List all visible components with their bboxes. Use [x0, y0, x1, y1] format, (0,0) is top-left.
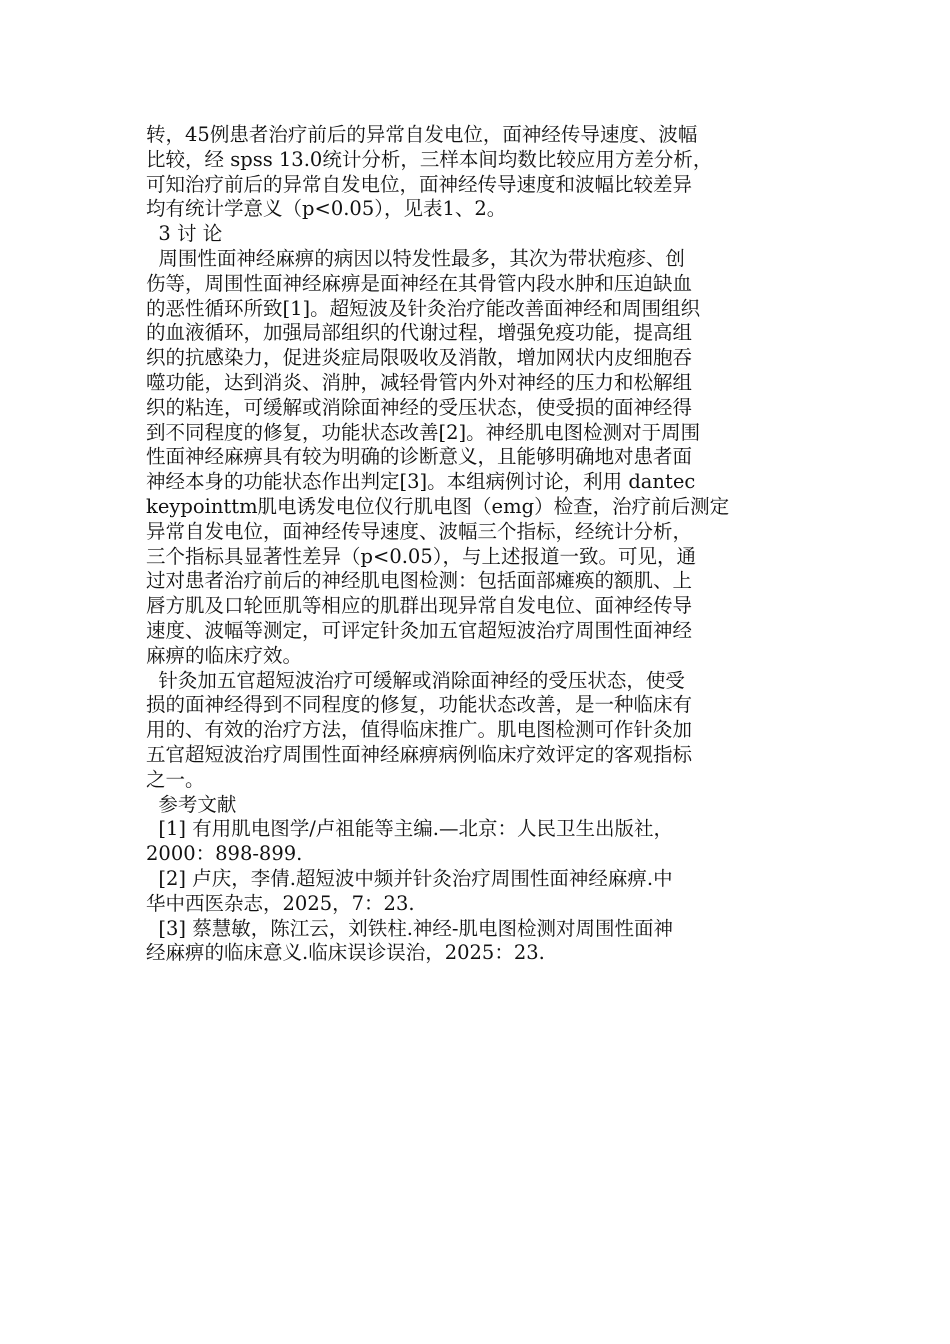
- text-line: 损的面神经得到不同程度的修复，功能状态改善，是一种临床有: [146, 693, 693, 717]
- document-page: [146, 123, 786, 966]
- text-line: 的恶性循环所致[1]。超短波及针灸治疗能改善面神经和周围组织: [146, 296, 701, 320]
- section-heading: 3 讨 论: [146, 222, 223, 246]
- reference-line: 华中西医杂志，2025，7：23.: [146, 891, 415, 915]
- text-line: 五官超短波治疗周围性面神经麻痹病例临床疗效评定的客观指标: [146, 742, 693, 766]
- text-line: 均有统计学意义（p<0.05），见表1、2。: [146, 197, 507, 221]
- text-line: 速度、波幅等测定，可评定针灸加五官超短波治疗周围性面神经: [146, 618, 693, 642]
- text-line: 异常自发电位，面神经传导速度、波幅三个指标，经统计分析，: [146, 519, 693, 543]
- text-line: 到不同程度的修复，功能状态改善[2]。神经肌电图检测对于周围: [146, 420, 701, 444]
- text-line: 周围性面神经麻痹的病因以特发性最多，其次为带状疱疹、创: [146, 246, 685, 270]
- text-line: keypointtm肌电诱发电位仪行肌电图（emg）检查，治疗前后测定: [146, 494, 730, 518]
- text-line: 用的、有效的治疗方法，值得临床推广。肌电图检测可作针灸加: [146, 718, 693, 742]
- text-line: 比较，经 spss 13.0统计分析，三样本间均数比较应用方差分析，: [146, 147, 713, 171]
- text-line: 三个指标具显著性差异（p<0.05），与上述报道一致。可见，通: [146, 544, 696, 568]
- text-line: 的血液循环，加强局部组织的代谢过程，增强免疫功能，提高组: [146, 321, 693, 345]
- text-line: 织的抗感染力，促进炎症局限吸收及消散，增加网状内皮细胞吞: [146, 346, 693, 370]
- text-line: 神经本身的功能状态作出判定[3]。本组病例讨论，利用 dantec: [146, 470, 696, 494]
- reference-line: [1] 有用肌电图学/卢祖能等主编.—北京：人民卫生出版社，: [146, 817, 673, 841]
- text-line: 性面神经麻痹具有较为明确的诊断意义，且能够明确地对患者面: [146, 445, 693, 469]
- text-line: 转，45例患者治疗前后的异常自发电位，面神经传导速度、波幅: [146, 123, 698, 146]
- reference-line: 经麻痹的临床意义.临床误诊误治，2025：23.: [146, 941, 545, 965]
- reference-line: 2000：898-899.: [146, 842, 303, 866]
- text-line: 针灸加五官超短波治疗可缓解或消除面神经的受压状态，使受: [146, 668, 685, 692]
- text-line: 过对患者治疗前后的神经肌电图检测：包括面部瘫痪的额肌、上: [146, 569, 693, 593]
- references-heading: 参考文献: [146, 792, 237, 816]
- reference-line: [2] 卢庆，李倩.超短波中频并针灸治疗周围性面神经麻痹.中: [146, 866, 673, 890]
- text-line: 织的粘连，可缓解或消除面神经的受压状态，使受损的面神经得: [146, 395, 693, 419]
- text-line: 之一。: [146, 767, 205, 791]
- text-line: 麻痹的临床疗效。: [146, 643, 303, 667]
- text-line: 噬功能，达到消炎、消肿，减轻骨管内外对神经的压力和松解组: [146, 370, 693, 394]
- reference-line: [3] 蔡慧敏，陈江云，刘铁柱.神经-肌电图检测对周围性面神: [146, 916, 674, 940]
- text-line: 唇方肌及口轮匝肌等相应的肌群出现异常自发电位、面神经传导: [146, 594, 693, 618]
- text-line: 伤等，周围性面神经麻痹是面神经在其骨管内段水肿和压迫缺血: [146, 271, 693, 295]
- text-line: 可知治疗前后的异常自发电位，面神经传导速度和波幅比较差异: [146, 172, 693, 196]
